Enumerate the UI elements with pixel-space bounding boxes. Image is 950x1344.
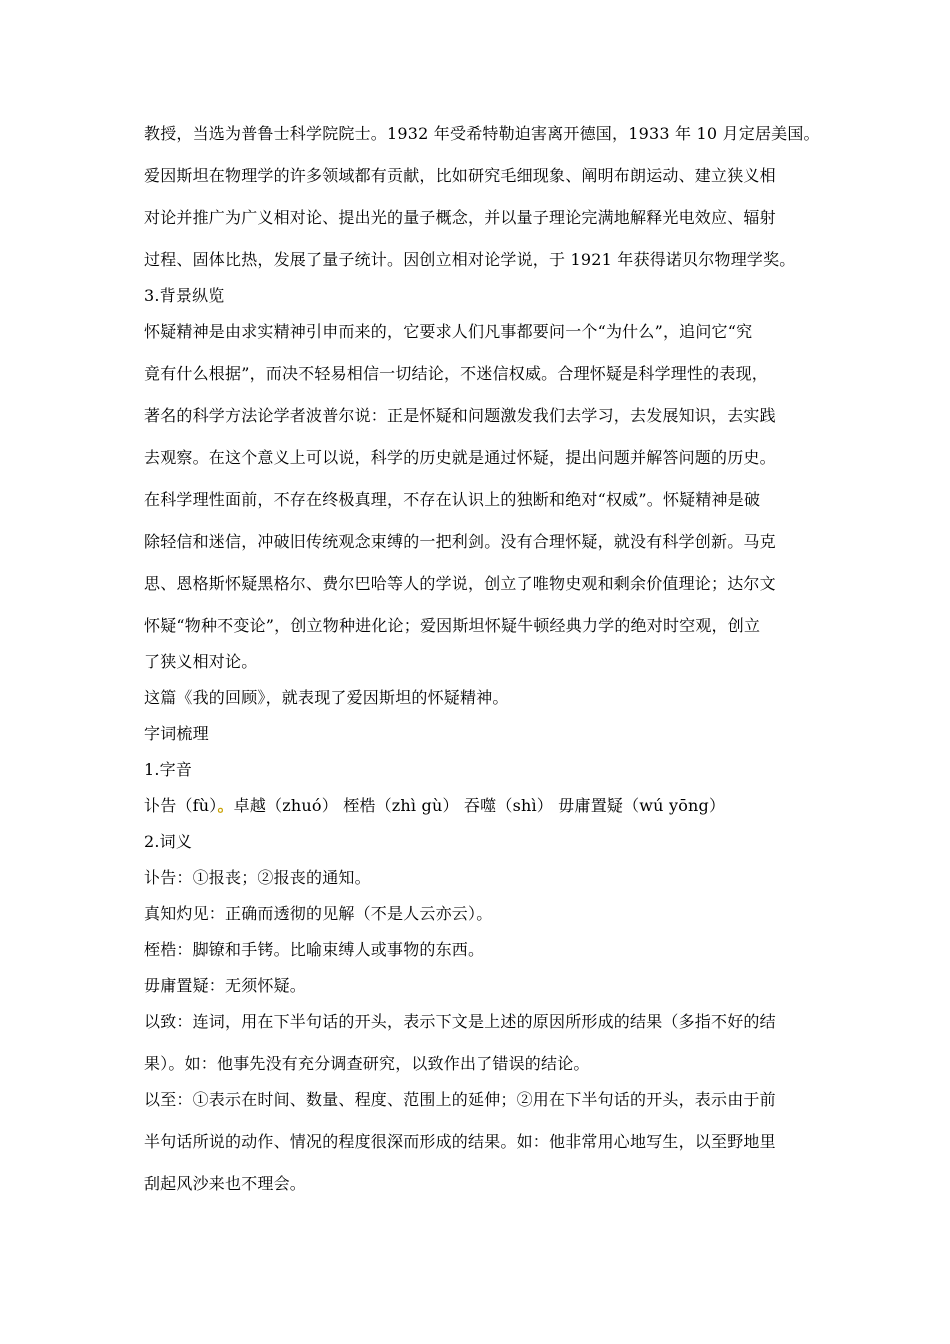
- background-line-6: 除轻信和迷信，冲破旧传统观念束缚的一把利剑。没有合理怀疑，就没有科学创新。马克: [144, 532, 776, 551]
- background-heading: 3.背景纵览: [144, 286, 225, 305]
- meaning-line-4: 毋庸置疑：无须怀疑。: [144, 976, 307, 995]
- intro-line-3: 对论并推广为广义相对论、提出光的量子概念，并以量子理论完满地解释光电效应、辐射: [144, 208, 776, 227]
- intro-line-4: 过程、固体比热，发展了量子统计。因创立相对论学说，于 1921 年获得诺贝尔物理学奖。: [144, 250, 796, 269]
- meaning-line-1: 讣告：①报丧；②报丧的通知。: [144, 868, 371, 887]
- pronunciation-rest: 卓越（zhuó） 桎梏（zhì gù） 吞噬（shì） 毋庸置疑（wú yōng）: [233, 796, 726, 815]
- background-summary: 这篇《我的回顾》，就表现了爱因斯坦的怀疑精神。: [144, 688, 509, 707]
- meaning-line-3: 桎梏：脚镣和手铐。比喻束缚人或事物的东西。: [144, 940, 485, 959]
- background-line-7: 思、恩格斯怀疑黑格尔、费尔巴哈等人的学说，创立了唯物史观和剩余价值理论；达尔文: [144, 574, 776, 593]
- meaning-line-5: 以致：连词，用在下半句话的开头，表示下文是上述的原因所形成的结果（多指不好的结: [144, 1012, 776, 1031]
- background-line-2: 竟有什么根据”，而决不轻易相信一切结论，不迷信权威。合理怀疑是科学理性的表现，: [144, 364, 768, 383]
- pronunciation-dot: 。: [217, 796, 234, 815]
- meaning-line-8: 半句话所说的动作、情况的程度很深而形成的结果。如：他非常用心地写生，以至野地里: [144, 1132, 776, 1151]
- vocab-section-title: 字词梳理: [144, 724, 209, 743]
- background-line-3: 著名的科学方法论学者波普尔说：正是怀疑和问题激发我们去学习，去发展知识，去实践: [144, 406, 776, 425]
- meaning-line-2: 真知灼见：正确而透彻的见解（不是人云亦云）。: [144, 904, 493, 923]
- intro-line-2: 爱因斯坦在物理学的许多领域都有贡献，比如研究毛细现象、阐明布朗运动、建立狭义相: [144, 166, 776, 185]
- intro-line-1: 教授，当选为普鲁士科学院院士。1932 年受希特勒迫害离开德国，1933 年 10 月定居美国。: [144, 124, 820, 143]
- pronunciation-first: 讣告（fù）: [144, 796, 218, 815]
- meaning-line-9: 刮起风沙来也不理会。: [144, 1174, 307, 1193]
- background-line-1: 怀疑精神是由求实精神引申而来的，它要求人们凡事都要问一个“为什么”，追问它“究: [144, 322, 753, 341]
- meaning-heading: 2.词义: [144, 832, 193, 851]
- background-line-9: 了狭义相对论。: [144, 652, 258, 671]
- pronunciation-line: [144, 796, 725, 816]
- background-line-8: 怀疑“物种不变论”，创立物种进化论；爱因斯坦怀疑牛顿经典力学的绝对时空观，创立: [144, 616, 761, 635]
- meaning-line-6: 果）。如：他事先没有充分调查研究，以致作出了错误的结论。: [144, 1054, 590, 1073]
- background-line-5: 在科学理性面前，不存在终极真理，不存在认识上的独断和绝对“权威”。怀疑精神是破: [144, 490, 761, 509]
- meaning-line-7: 以至：①表示在时间、数量、程度、范围上的延伸；②用在下半句话的开头，表示由于前: [144, 1090, 776, 1109]
- pronunciation-heading: 1.字音: [144, 760, 193, 779]
- background-line-4: 去观察。在这个意义上可以说，科学的历史就是通过怀疑，提出问题并解答问题的历史。: [144, 448, 776, 467]
